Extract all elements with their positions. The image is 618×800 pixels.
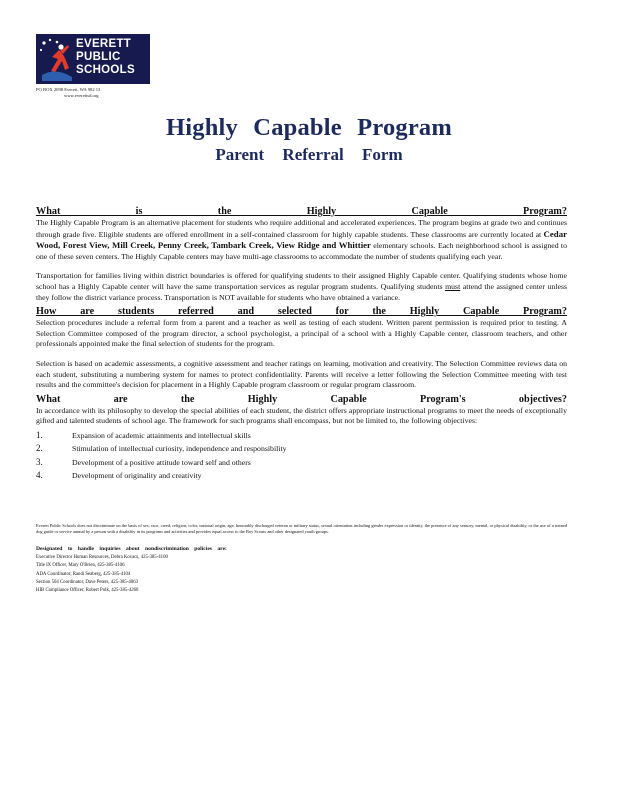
- contact-line: Title IX Officer, Mary O'Brien, 425-385-4106: [36, 563, 125, 569]
- list-item: [36, 429, 567, 442]
- list-item-text: Development of a positive attitude toward self and others: [72, 457, 251, 467]
- nondiscrimination-statement: Everett Public Schools does not discriminate on the basis of sex, race, creed, religion, color, national origin, age, honorably discharged veteran or military status, sexual orientation including gender expression or identity, the presence of any sensory, mental, or physical disability, or the use of a trained dog guide or service animal by a person with a disability in its programs and activities and provides equal access to the Boy Scouts and other designated youth groups.: [36, 522, 567, 534]
- list-item-text: Development of originality and creativity: [72, 471, 202, 481]
- section-heading-objectives: What are the Highly Capable Program's objectives?: [36, 393, 567, 405]
- logo-line-3: SCHOOLS: [76, 64, 135, 76]
- list-item: [36, 456, 567, 469]
- objectives-list: [36, 429, 567, 483]
- list-item-number: 3.: [36, 456, 43, 467]
- district-logo: [36, 34, 150, 84]
- objectives-paragraph: In accordance with its philosophy to develop the special abilities of each student, the district offers appropriate instructional programs to meet the needs of exceptionally gifted and talented students of school age. The framework for such programs shall encompass, but not be limited to, the following objectives:: [36, 405, 567, 426]
- figure-with-stars-icon: [38, 37, 74, 81]
- address-line: PO BOX 2098 Everett, WA 982 13: [36, 87, 101, 92]
- website-link[interactable]: www.everettsd.org: [64, 93, 99, 98]
- list-item: [36, 442, 567, 455]
- what-paragraph-2: [36, 271, 567, 303]
- contact-line: HIB Compliance Officer, Robert Polk, 425-385-4260: [36, 588, 139, 594]
- list-item-number: 1.: [36, 429, 43, 440]
- district-address: [36, 87, 100, 99]
- page-title: Highly Capable Program: [165, 114, 452, 141]
- list-item-text: Expansion of academic attainments and intellectual skills: [72, 430, 251, 440]
- list-item-number: 4.: [36, 470, 43, 481]
- list-item-text: Stimulation of intellectual curiosity, independence and responsibility: [72, 444, 287, 454]
- center-school-list: Cedar Wood, Forest View, Mill Creek, Penny Creek, Tambark Creek, View Ridge and Whittier: [36, 228, 567, 251]
- list-item-number: 2.: [36, 443, 43, 454]
- what-p2-start: Transportation for families living within district boundaries is offered for qualifying students to their assigned Highly Capable center. Qualifying students whose home school has a Highly Capable center will have the same transportation services as regular program students. Qualifying students: [36, 271, 567, 291]
- contact-line: Executive Director Human Resources, Debra Kovacs, 425-385-4100: [36, 554, 168, 560]
- logo-line-2: PUBLIC: [76, 51, 121, 63]
- how-paragraph-1: Selection procedures include a referral form from a parent and a teacher as well as testing of each student. Written parent permission is required prior to testing. A Selection Committee composed of the program director, a school psychologist, a principal of a school with a Highly Capable center, classroom teachers, and other professionals appointed make the final selection of students for the program.: [36, 318, 567, 349]
- what-p1-end: elementary schools. Each neighborhood school is assigned to one of these seven centers. The Highly Capable centers may have multi-age classrooms to accommodate the number of students qualifying each year.: [36, 241, 567, 261]
- list-item: [36, 469, 567, 482]
- what-p1-start: The Highly Capable Program is an alternative placement for students who require additional and accelerated experiences. The program begins at grade two and continues through grade five. Eligible students are offered enrollment in a self-contained classroom for highly capable students. These classrooms are currently located at: [36, 218, 567, 239]
- contact-line: Section 504 Coordinator, Dave Peters, 425-385-4063: [36, 579, 138, 585]
- document-body: [36, 206, 567, 596]
- what-paragraph-1: [36, 218, 567, 262]
- section-heading-what: What is the Highly Capable Program?: [36, 206, 567, 217]
- contact-line: ADA Coordinator, Randi Seaberg, 425-385-4104: [36, 571, 131, 577]
- section-heading-how: How are students referred and selected for the Highly Capable Program?: [36, 306, 567, 318]
- what-p2-end: attend the assigned center unless they follow the district variance process. Transportation is NOT available for students who have obtained a variance.: [36, 281, 568, 302]
- how-paragraph-2: Selection is based on academic assessments, a cognitive assessment and teacher ratings on learning, motivation and creativity. The Selection Committee reviews data on each student, substituting a numbering system for names to protect confidentiality. Parents will receive a letter following the Selection Committee meeting with test results and the committee's decision for placement in a Highly Capable program classroom or regular program classroom.: [36, 358, 567, 390]
- emphasis-must: must: [445, 281, 461, 291]
- logo-line-1: EVERETT: [76, 38, 132, 50]
- contacts-heading: Designated to handle inquiries about nondiscrimination policies are:: [36, 546, 227, 553]
- nondiscrimination-contacts: [36, 545, 567, 595]
- page-subtitle: Parent Referral Form: [215, 145, 403, 164]
